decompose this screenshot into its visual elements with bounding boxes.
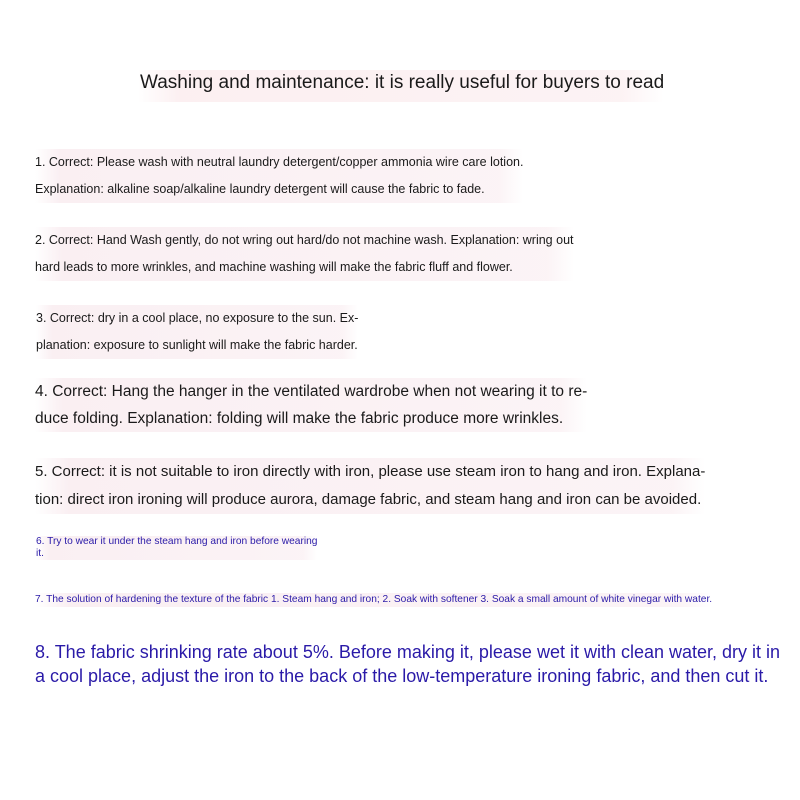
- instruction-2: [35, 227, 574, 281]
- instruction-6: [36, 536, 317, 560]
- instruction-8-line-1: 8. The fabric shrinking rate about 5%. Before making it, please wet it with clean water, dry it in: [35, 642, 781, 662]
- instruction-2-line-2: hard leads to more wrinkles, and machine washing will make the fabric fluff and flower.: [35, 254, 574, 281]
- instruction-3-line-2: planation: exposure to sunlight will make the fabric harder.: [36, 332, 358, 359]
- instruction-2-line-1: 2. Correct: Hand Wash gently, do not wring out hard/do not machine wash. Explanation: wring out: [35, 227, 574, 254]
- page-title: Washing and maintenance: it is really useful for buyers to read: [138, 70, 664, 102]
- instruction-1: [35, 149, 523, 203]
- instruction-7: [35, 593, 712, 607]
- instruction-4-line-2: duce folding. Explanation: folding will make the fabric produce more wrinkles.: [35, 405, 587, 432]
- instruction-4: [35, 378, 587, 432]
- instruction-5-line-2: tion: direct iron ironing will produce aurora, damage fabric, and steam hang and iron can be avoided.: [35, 486, 705, 514]
- instruction-3-line-1: 3. Correct: dry in a cool place, no exposure to the sun. Ex-: [36, 305, 358, 332]
- instruction-6-line-2: it.: [36, 548, 317, 560]
- instruction-1-line-1: 1. Correct: Please wash with neutral laundry detergent/copper ammonia wire care lotion.: [35, 149, 523, 176]
- instruction-7-line-1: 7. The solution of hardening the texture of the fabric 1. Steam hang and iron; 2. Soak with softener 3. Soak a small amount of white vinegar with water.: [35, 594, 713, 605]
- instruction-5: [35, 458, 705, 514]
- instruction-6-line-1: 6. Try to wear it under the steam hang and iron before wearing: [36, 536, 318, 547]
- instruction-5-line-1: 5. Correct: it is not suitable to iron directly with iron, please use steam iron to hang and iron. Explana-: [35, 458, 705, 486]
- instruction-8: [35, 640, 780, 688]
- instruction-3: [36, 305, 358, 359]
- instruction-8-line-2: a cool place, adjust the iron to the back of the low-temperature ironing fabric, and then cut it.: [35, 666, 769, 686]
- instruction-1-line-2: Explanation: alkaline soap/alkaline laundry detergent will cause the fabric to fade.: [35, 176, 523, 203]
- instruction-4-line-1: 4. Correct: Hang the hanger in the ventilated wardrobe when not wearing it to re-: [35, 378, 587, 405]
